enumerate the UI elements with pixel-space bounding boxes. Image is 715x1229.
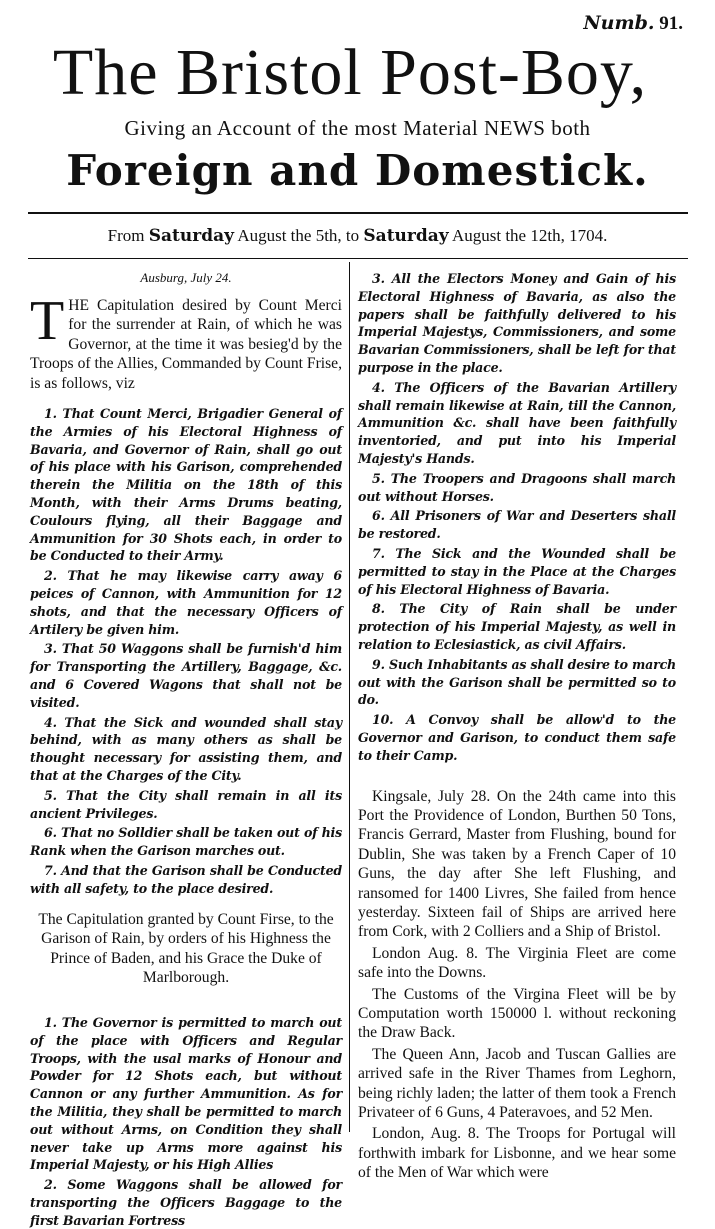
article-item: 7. And that the Garison shall be Conducted with all safety, to the place desired. — [30, 862, 342, 896]
left-dateline: Ausburg, July 24. — [140, 270, 232, 285]
article-item: 10. A Convoy shall be allow'd to the Governor and Garison, to conduct them safe to their Camp. — [358, 712, 676, 763]
article-item: 5. That the City shall remain in all its ancient Privileges. — [30, 787, 342, 821]
issue-number-label: Numb. — [583, 12, 655, 34]
dateline-day1: Saturday — [148, 226, 234, 246]
news-paragraph: The Customs of the Virgina Fleet will be by Computation worth 150000 l. without reckoning the Draw Back. — [358, 985, 676, 1042]
article-item: 6. All Prisoners of War and Deserters shall be restored. — [358, 508, 676, 542]
article-item: 8. The City of Rain shall be under protection of his Imperial Majesty, as well in relation to Eclesiastick, as civil Affairs. — [358, 601, 676, 652]
news-paragraph: London, Aug. 8. The Troops for Portugal will forthwith imbark for Lisbonne, and we hear some of the Men of War which were — [358, 1125, 676, 1182]
dateline-date2: August the 12th, 1704. — [451, 226, 608, 245]
article-item: 4. The Officers of the Bavarian Artillery shall remain likewise at Rain, till the Cannon, Ammunition &c. shall have been faithfully inventoried, and put into his Imperial Majesty's Hands. — [358, 379, 676, 466]
article-item: 5. The Troopers and Dragoons shall march out without Horses. — [358, 470, 676, 504]
article-item: 6. That no Solldier shall be taken out of his Rank when the Garison marches out. — [30, 825, 342, 859]
newspaper-tagline: Foreign and Domestick. — [66, 146, 649, 195]
dateline-date1: August the 5th, to — [237, 226, 360, 245]
right-column — [358, 270, 676, 1182]
news-paragraph: Kingsale, July 28. On the 24th came into this Port the Providence of London, Burthen 50 Tons, Francis Gerrard, Master from Flushing, bound for Dublin, She was taken by a French Caper of 10 Guns, the day after She left Flushing, and ransomed for 1400 Livres, She failed from hence yesterday. Sixteen fail of Ships are arrived here from Cork, with 2 Colliers and a Ship of Bristol. — [358, 787, 676, 941]
article-item: 1. That Count Merci, Brigadier General of the Armies of his Electoral Highness of Bavaria, and Governor of Rain, shall go out of his place with his Garison, comprehended therein the Militia on the 18th of this Month, with their Arms Drums beating, Coulours flying, all their Baggage and Ammunition for 30 Shots each, in order to be Conducted to their Army. — [30, 406, 342, 564]
news-paragraph: The Queen Ann, Jacob and Tuscan Gallies are arrived safe in the River Thames from Leghorn, being richly laden; the latter of them took a French Privateer of 6 Guns, 4 Pateravoes, and 52 Men. — [358, 1045, 676, 1122]
top-rule — [28, 212, 688, 214]
granted-item: 2. Some Waggons shall be allowed for transporting the Officers Baggage to the first Bavarian Fortress — [30, 1177, 342, 1228]
capitulation-heading: The Capitulation granted by Count Firse, to the Garison of Rain, by orders of his Highness the Prince of Baden, and his Grace the Duke of Marlborough. — [38, 910, 334, 987]
granted-item: 1. The Governor is permitted to march out of the place with Officers and Regular Troops, with the usal marks of Honour and Powder for 12 Shots each, but without Cannon or any further Ammunition. As for the Militia, they shall be permitted to march out without Arms, on Condition they shall never take up Arms more against his Imperial Majesty, or his High Allies — [30, 1014, 342, 1173]
intro-text: HE Capitulation desired by Count Merci for the surrender at Rain, of which he was Governor, at the time it was besieg'd by the Troops of the Allies, Commanded by Count Frise, is as follows, viz — [30, 297, 342, 392]
news-paragraph: London Aug. 8. The Virginia Fleet are come safe into the Downs. — [358, 944, 676, 982]
issue-number — [583, 12, 683, 35]
intro-paragraph — [30, 290, 342, 393]
dateline-day2: Saturday — [363, 226, 449, 246]
issue-dateline — [0, 226, 715, 246]
article-item: 7. The Sick and the Wounded shall be permitted to stay in the Place at the Charges of his Electoral Highness of Bavaria. — [358, 545, 676, 597]
article-item: 3. That 50 Waggons shall be furnish'd him for Transporting the Artillery, Baggage, &c. and 6 Covered Wagons that shall not be visited. — [30, 641, 342, 710]
article-item: 3. All the Electors Money and Gain of his Electoral Highness of Bavaria, as also the papers shall be faithfully delivered to his Imperial Majestys, Commissioners, and some Bavarian Commissioners, shall be left for that purpose in the place. — [358, 271, 676, 375]
newspaper-subtitle: Giving an Account of the most Material NEWS both — [124, 116, 591, 140]
column-divider — [349, 262, 350, 1132]
bottom-rule — [28, 258, 688, 259]
article-item: 9. Such Inhabitants as shall desire to march out with the Garison shall be permitted so to do. — [358, 656, 676, 708]
drop-cap: T — [30, 290, 65, 352]
issue-number-value: 91. — [659, 13, 683, 34]
newspaper-title: The Bristol Post-Boy, — [52, 36, 648, 109]
left-column — [30, 270, 342, 1228]
article-item: 4. That the Sick and wounded shall stay behind, with as many others as shall be thought necessary for assisting them, and that at the Charges of the City. — [30, 714, 342, 783]
dateline-from: From — [107, 226, 145, 245]
article-item: 2. That he may likewise carry away 6 peices of Cannon, with Ammunition for 12 shots, and that the necessary Officers of Artilery be given him. — [30, 568, 342, 637]
